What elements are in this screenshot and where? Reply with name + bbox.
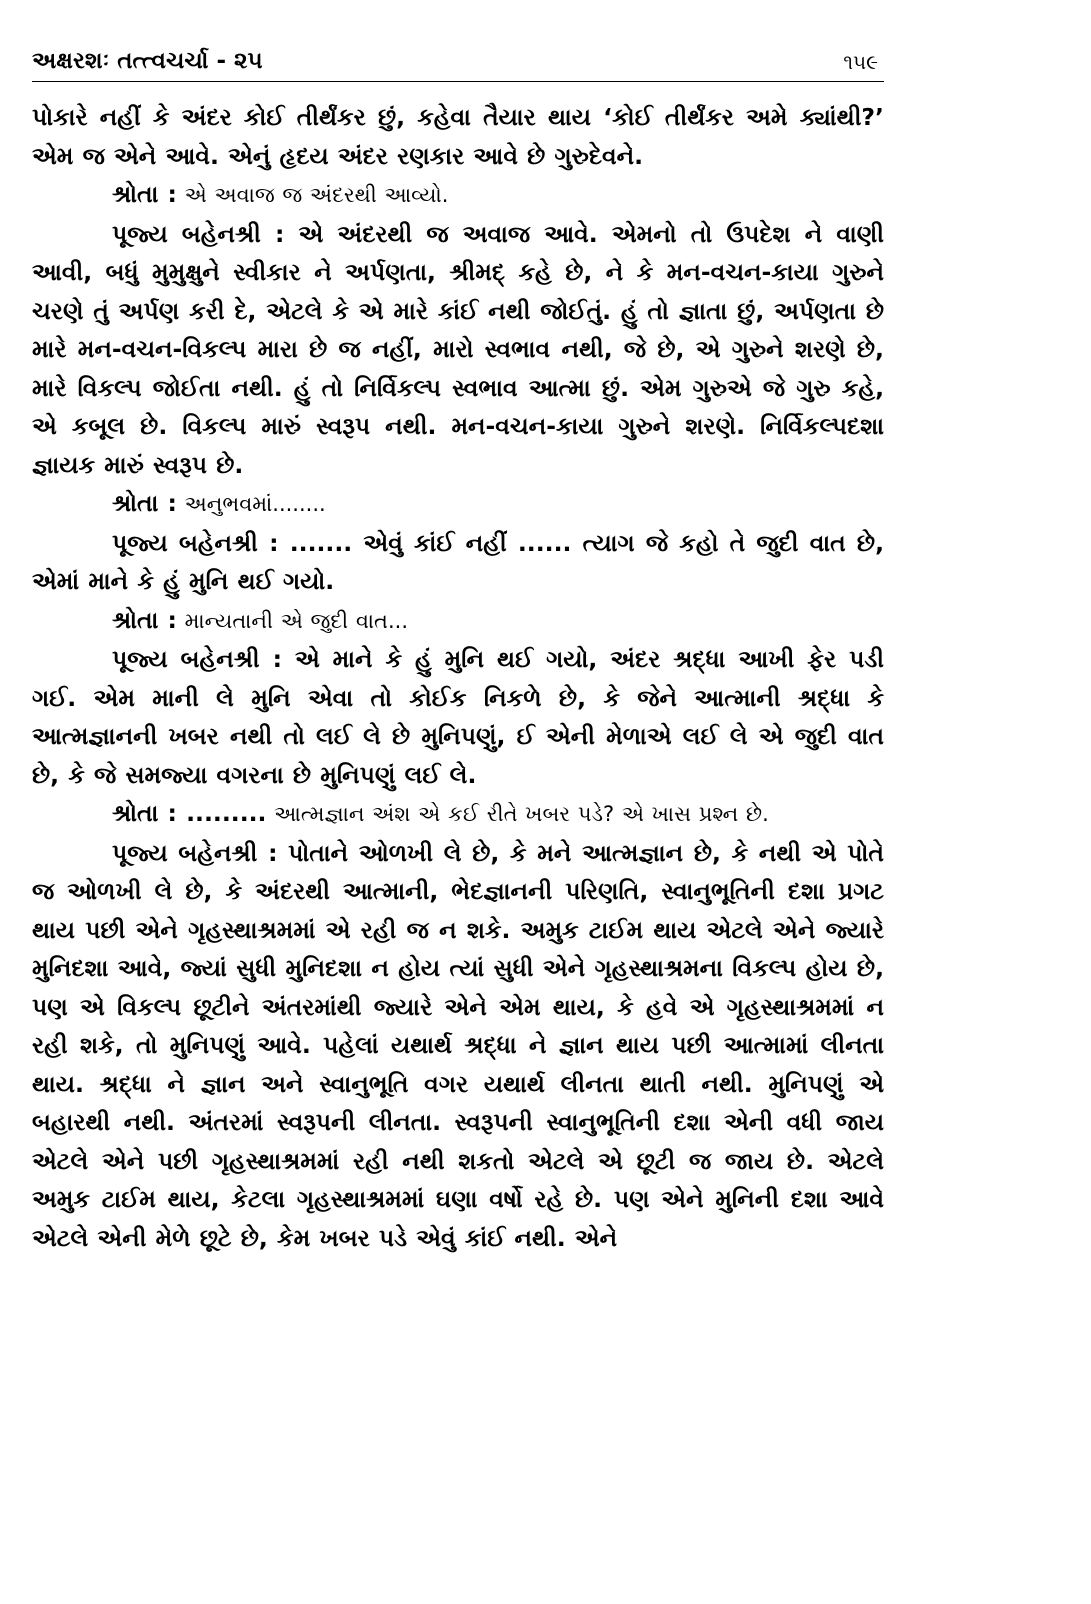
speaker-label: પૂજ્ય બહેનશ્રી : [112,838,278,867]
speaker-label: શ્રોતા : [112,799,177,827]
paragraph-teacher [32,524,884,601]
paragraph-listener [32,601,884,641]
speaker-label: પૂજ્ય બહેનશ્રી : [112,645,282,673]
speaker-label: શ્રોતા : [112,605,177,634]
paragraph-text: એ માને કે હું મુનિ થઈ ગયો, અંદર શ્રદ્ધા આખી ફેર પડી ગઈ. એમ માની લે મુનિ એવા તો કોઈક નિકળે છે, કે જેને આત્માની શ્રદ્ધા કે આત્મજ્ઞાનની ખબર નથી તો લઈ લે છે મુનિપણું, ઈ એની મેળાએ લઈ લે એ જુદી વાત છે, કે જે સમજ્યા વગરના છે મુનિપણું લઈ લે. [32,645,884,789]
paragraph-teacher [32,640,884,794]
paragraph-text: પોતાને ઓળખી લે છે, કે મને આત્મજ્ઞાન છે, કે નથી એ પોતે જ ઓળખી લે છે, કે અંદરથી આત્માની, ભેદજ્ઞાનની પરિણતિ, સ્વાનુભૂતિની દશા પ્રગટ થાય પછી એને ગૃહસ્થાશ્રમમાં એ રહી જ ન શકે. અમુક ટાઈમ થાય એટલે એને જ્યારે મુનિદશા આવે, જ્યાં સુધી મુનિદશા ન હોય ત્યાં સુધી એને ગૃહસ્થાશ્રમના વિકલ્પ હોય છે, પણ એ વિકલ્પ છૂટીને અંતરમાંથી જ્યારે એને એમ થાય, કે હવે એ ગૃહસ્થાશ્રમમાં ન રહી શકે, તો મુનિપણું આવે. પહેલાં યથાર્થ શ્રદ્ધા ને જ્ઞાન થાય પછી આત્મામાં લીનતા થાય. શ્રદ્ધા ને જ્ઞાન અને સ્વાનુભૂતિ વગર યથાર્થ લીનતા થાતી નથી. મુનિપણું એ બહારથી નથી. અંતરમાં સ્વરૂપની લીનતા. સ્વરૂપની સ્વાનુભૂતિની દશા એની વધી જાય એટલે એને પછી ગૃહસ્થાશ્રમમાં રહી નથી શકતો એટલે એ છૂટી જ જાય છે. એટલે અમુક ટાઈમ થાય, કેટલા ગૃહસ્થાશ્રમમાં ઘણા વર્ષો રહે છે. પણ એને મુનિની દશા આવે એટલે એની મેળે છૂટે છે, કેમ ખબર પડે એવું કાંઈ નથી. એને [32,838,885,1252]
ellipsis-prefix: ......... [176,799,267,827]
paragraph-listener [32,484,884,524]
running-title: અક્ષરશઃ તત્ત્વચર્ચા - ૨૫ [32,48,263,74]
speaker-label: શ્રોતા : [112,180,177,208]
paragraph-text: આત્મજ્ઞાન અંશ એ કઈ રીતે ખબર પડે? એ ખાસ પ્રશ્ન છે. [266,802,769,826]
speaker-label: પૂજ્ય બહેનશ્રી : [112,219,285,248]
body-text [32,98,884,1257]
document-page [32,0,884,1257]
paragraph-teacher [32,215,884,485]
paragraph-text: ....... એવું કાંઈ નહીં ...... ત્યાગ જે કહો તે જુદી વાત છે, એમાં માને કે હું મુનિ થઈ ગયો. [32,528,885,595]
paragraph-text: એ અંદરથી જ અવાજ આવે. એમનો તો ઉપદેશ ને વાણી આવી, બધું મુમુક્ષુને સ્વીકાર ને અર્પણતા, શ્રીમદ્ કહે છે, ને કે મન-વચન-કાયા ગુરુને ચરણે તું અર્પણ કરી દે, એટલે કે એ મારે કાંઈ નથી જોઈતું. હું તો જ્ઞાતા છું, અર્પણતા છે મારે મન-વચન-વિકલ્પ મારા છે જ નહીં, મારો સ્વભાવ નથી, જે છે, એ ગુરુને શરણે છે, મારે વિકલ્પ જોઈતા નથી. હું તો નિર્વિકલ્પ સ્વભાવ આત્મા છું. એમ ગુરુએ જે ગુરુ કહે, એ કબૂલ છે. વિકલ્પ મારું સ્વરૂપ નથી. મન-વચન-કાયા ગુરુને શરણે. નિર્વિકલ્પદશા જ્ઞાયક મારું સ્વરૂપ છે. [32,219,884,479]
speaker-label: પૂજ્ય બહેનશ્રી : [112,528,279,557]
speaker-label: શ્રોતા : [112,489,177,517]
paragraph-text: એ અવાજ જ અંદરથી આવ્યો. [176,183,449,207]
paragraph-text: માન્યતાની એ જુદી વાત... [176,608,409,633]
page-number: ૧૫૯ [843,50,878,74]
paragraph-text: પોકારે નહીં કે અંદર કોઈ તીર્થંકર છું, કહેવા તૈયાર થાય ‘કોઈ તીર્થંકર અમે ક્યાંથી?’ એમ જ એને આવે. એનું હૃદય અંદર રણકાર આવે છે ગુરુદેવને. [32,103,884,170]
paragraph-text: અનુભવમાં........ [176,492,326,516]
running-header [32,0,884,82]
paragraph-continuation [32,98,884,175]
paragraph-listener [32,794,884,834]
paragraph-teacher [32,834,884,1258]
paragraph-listener [32,175,884,215]
